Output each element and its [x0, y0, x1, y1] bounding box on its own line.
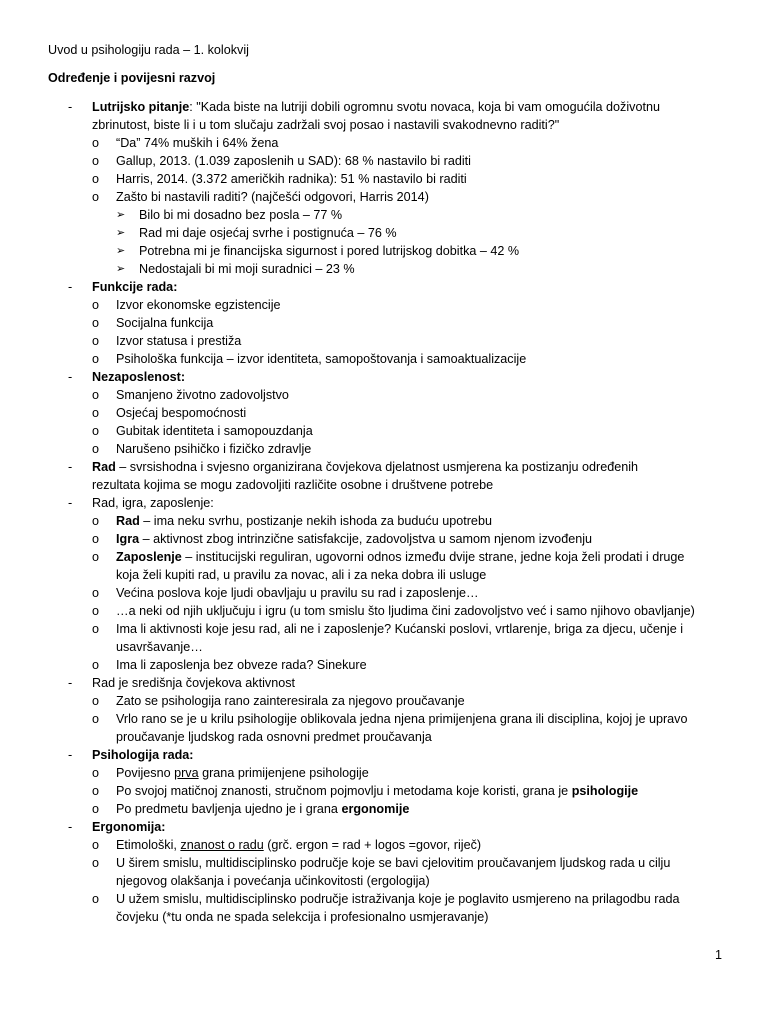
bullet-marker: o [92, 604, 100, 618]
list-item-text [116, 440, 710, 458]
bold-text: psihologije [571, 784, 639, 798]
bullet-marker: ➢ [116, 227, 126, 239]
text-run: Rad je središnja čovjekova aktivnost [92, 676, 296, 690]
document-title: Uvod u psihologiju rada – 1. kolokvij [48, 43, 249, 57]
bullet-marker: o [92, 712, 100, 726]
bold-text: Funkcije rada: [92, 280, 178, 294]
list-item [0, 710, 768, 746]
bold-text: ergonomije [341, 802, 410, 816]
bullet-marker: o [92, 352, 100, 366]
bullet-marker: o [92, 856, 100, 870]
list-item [0, 800, 768, 818]
text-run: Po predmetu bavljenja ujedno je i grana [116, 802, 342, 816]
text-run: Zašto bi nastavili raditi? (najčešći odgovori, Harris 2014) [116, 190, 429, 204]
list-item-text [116, 188, 710, 206]
bullet-marker: o [92, 424, 100, 438]
text-run: Vrlo rano se je u krilu psihologije oblikovala jedna njena primijenjena grana ili disciplina, kojoj je upravo proučavanje ljudskog rada osnovni predmet proučavanja [116, 712, 688, 744]
list-item [0, 854, 768, 890]
text-run: – institucijski reguliran, ugovorni odnos između dvije strane, jedne koja želi prodati i druge koja želi kupiti rad, u pravilu za novac, ali i za neka dobra ili usluge [116, 550, 685, 582]
bullet-marker: - [68, 820, 73, 834]
list-item-text [92, 368, 672, 386]
list-item [0, 278, 768, 296]
bullet-marker: o [92, 532, 100, 546]
text-run: Socijalna funkcija [116, 316, 214, 330]
bullet-marker: - [68, 100, 73, 114]
list-item-text [139, 242, 719, 260]
list-item-text [116, 548, 710, 584]
bullet-marker: o [92, 694, 100, 708]
bullet-marker: o [92, 136, 100, 150]
text-run: Narušeno psihičko i fizičko zdravlje [116, 442, 312, 456]
text-run: Ima li aktivnosti koje jesu rad, ali ne i zaposlenje? Kućanski poslovi, vrtlarenje, briga za djecu, učenje i usavršavanje… [116, 622, 684, 654]
list-item [0, 386, 768, 404]
list-item-text [92, 674, 672, 692]
bullet-marker: o [92, 838, 100, 852]
list-item-text [116, 800, 710, 818]
bullet-marker: o [92, 172, 100, 186]
bold-text: Lutrijsko pitanje [92, 100, 190, 114]
text-run: Većina poslova koje ljudi obavljaju u pravilu su rad i zaposlenje… [116, 586, 479, 600]
list-item [0, 818, 768, 836]
list-item [0, 224, 768, 242]
bullet-marker: - [68, 496, 73, 510]
list-item-text [116, 170, 710, 188]
bullet-marker: o [92, 622, 100, 636]
text-run: Izvor statusa i prestiža [116, 334, 242, 348]
list-item [0, 260, 768, 278]
list-item-text [116, 854, 710, 890]
text-run: U užem smislu, multidisciplinsko područje istraživanja koje je poglavito usmjereno na prilagodbu rada čovjeku (*tu onda ne spada selekcija i profesionalno usmjeravanje) [116, 892, 680, 924]
text-run: Rad, igra, zaposlenje: [92, 496, 214, 510]
text-run: “Da” 74% muških i 64% žena [116, 136, 279, 150]
list-item-text [92, 818, 672, 836]
bullet-marker: o [92, 442, 100, 456]
list-item-text [116, 386, 710, 404]
bold-text: Zaposlenje [116, 550, 182, 564]
list-item-text [116, 404, 710, 422]
underlined-text: znanost o radu [180, 838, 264, 852]
bullet-marker: o [92, 658, 100, 672]
bold-text: Nezaposlenost: [92, 370, 186, 384]
bullet-marker: o [92, 334, 100, 348]
text-run: Po svojoj matičnoj znanosti, stručnom pojmovlju i metodama koje koristi, grana je [116, 784, 572, 798]
list-item [0, 620, 768, 656]
list-item [0, 512, 768, 530]
list-item [0, 188, 768, 206]
text-run: grana primijenjene psihologije [198, 766, 369, 780]
bullet-marker: ➢ [116, 263, 126, 275]
list-item-text [116, 620, 710, 656]
list-item [0, 782, 768, 800]
list-item [0, 134, 768, 152]
text-run: Gubitak identiteta i samopouzdanja [116, 424, 313, 438]
list-item-text [116, 656, 710, 674]
bold-text: Rad [92, 460, 116, 474]
list-item [0, 98, 768, 134]
text-run: – svrsishodna i svjesno organizirana čovjekova djelatnost usmjerena ka postizanju određenih rezultata kojima se mogu zadovoljiti različite osobne i društvene potrebe [92, 460, 639, 492]
bullet-marker: o [92, 154, 100, 168]
text-run: Izvor ekonomske egzistencije [116, 298, 281, 312]
bullet-marker: o [92, 316, 100, 330]
bullet-marker: o [92, 586, 100, 600]
text-run: Nedostajali bi mi moji suradnici – 23 % [139, 262, 355, 276]
list-item [0, 206, 768, 224]
text-run: Potrebna mi je financijska sigurnost i pored lutrijskog dobitka – 42 % [139, 244, 520, 258]
list-item [0, 674, 768, 692]
bullet-marker: o [92, 298, 100, 312]
list-item-text [116, 350, 710, 368]
list-item-text [139, 206, 719, 224]
text-run: Rad mi daje osjećaj svrhe i postignuća – 76 % [139, 226, 397, 240]
list-item [0, 152, 768, 170]
bullet-marker: o [92, 406, 100, 420]
list-item [0, 314, 768, 332]
text-run: U širem smislu, multidisciplinsko područje koje se bavi cjelovitim proučavanjem ljudskog rada u cilju njegovog olakšanja i povećanja učinkovitosti (ergologija) [116, 856, 671, 888]
list-item [0, 458, 768, 494]
list-item-text [92, 98, 672, 134]
list-item-text [116, 422, 710, 440]
list-item [0, 530, 768, 548]
text-run: Zato se psihologija rano zainteresirala za njegovo proučavanje [116, 694, 465, 708]
bullet-marker: - [68, 370, 73, 384]
list-item-text [116, 332, 710, 350]
bullet-marker: o [92, 892, 100, 906]
list-item-text [116, 692, 710, 710]
bullet-marker: - [68, 676, 73, 690]
bullet-marker: ➢ [116, 245, 126, 257]
text-run: – aktivnost zbog intrinzične satisfakcije, zadovoljstva u samom njenom izvođenju [139, 532, 593, 546]
text-run: Povijesno [116, 766, 175, 780]
text-run: Etimološki, [116, 838, 181, 852]
bullet-marker: o [92, 766, 100, 780]
text-run: (grč. ergon = rad + logos =govor, riječ) [263, 838, 482, 852]
text-run: Gallup, 2013. (1.039 zaposlenih u SAD): 68 % nastavilo bi raditi [116, 154, 471, 168]
bullet-marker: - [68, 460, 73, 474]
text-run: Smanjeno životno zadovoljstvo [116, 388, 289, 402]
list-item [0, 656, 768, 674]
text-run: Osjećaj bespomoćnosti [116, 406, 247, 420]
list-item-text [116, 710, 710, 746]
text-run: : "Kada biste na lutriji dobili ogromnu svotu novaca, koja bi vam omogućila doživotnu zbrinutost, biste li i u tom slučaju zadržali svoj posao i nastavili svakodnevno raditi?" [92, 100, 660, 132]
list-item [0, 692, 768, 710]
list-item [0, 764, 768, 782]
list-item-text [116, 314, 710, 332]
page-number: 1 [715, 948, 723, 962]
list-item-text [116, 782, 710, 800]
list-item [0, 242, 768, 260]
list-item-text [116, 602, 710, 620]
text-run: – ima neku svrhu, postizanje nekih ishoda za buduću upotrebu [139, 514, 492, 528]
list-item-text [92, 458, 672, 494]
bullet-marker: o [92, 784, 100, 798]
list-item [0, 296, 768, 314]
list-item-text [116, 152, 710, 170]
list-item [0, 548, 768, 584]
list-item [0, 422, 768, 440]
bullet-marker: o [92, 550, 100, 564]
list-item-text [92, 278, 672, 296]
bold-text: Ergonomija: [92, 820, 166, 834]
list-item-text [92, 746, 672, 764]
bullet-marker: o [92, 802, 100, 816]
list-item-text [116, 134, 710, 152]
list-item [0, 332, 768, 350]
bullet-marker: o [92, 190, 100, 204]
section-heading: Određenje i povijesni razvoj [48, 71, 216, 85]
list-item-text [116, 890, 710, 926]
list-item-text [116, 836, 710, 854]
list-item [0, 440, 768, 458]
outline-list [0, 98, 768, 926]
list-item [0, 494, 768, 512]
bullet-marker: o [92, 514, 100, 528]
text-run: …a neki od njih uključuju i igru (u tom smislu što ljudima čini zadovoljstvo već i samo njihovo obavljanje) [116, 604, 695, 618]
list-item [0, 404, 768, 422]
list-item [0, 368, 768, 386]
list-item-text [139, 260, 719, 278]
bullet-marker: - [68, 748, 73, 762]
list-item-text [139, 224, 719, 242]
list-item [0, 602, 768, 620]
bullet-marker: ➢ [116, 209, 126, 221]
bold-text: Rad [116, 514, 140, 528]
text-run: Bilo bi mi dosadno bez posla – 77 % [139, 208, 343, 222]
list-item [0, 350, 768, 368]
list-item-text [92, 494, 672, 512]
text-run: Harris, 2014. (3.372 američkih radnika): 51 % nastavilo bi raditi [116, 172, 467, 186]
bold-text: Igra [116, 532, 140, 546]
list-item-text [116, 764, 710, 782]
bullet-marker: o [92, 388, 100, 402]
list-item [0, 170, 768, 188]
list-item-text [116, 512, 710, 530]
list-item [0, 584, 768, 602]
bullet-marker: - [68, 280, 73, 294]
bold-text: Psihologija rada: [92, 748, 194, 762]
list-item [0, 890, 768, 926]
list-item-text [116, 296, 710, 314]
list-item [0, 746, 768, 764]
underlined-text: prva [174, 766, 199, 780]
text-run: Ima li zaposlenja bez obveze rada? Sinekure [116, 658, 367, 672]
list-item [0, 836, 768, 854]
list-item-text [116, 584, 710, 602]
list-item-text [116, 530, 710, 548]
text-run: Psihološka funkcija – izvor identiteta, samopoštovanja i samoaktualizacije [116, 352, 527, 366]
